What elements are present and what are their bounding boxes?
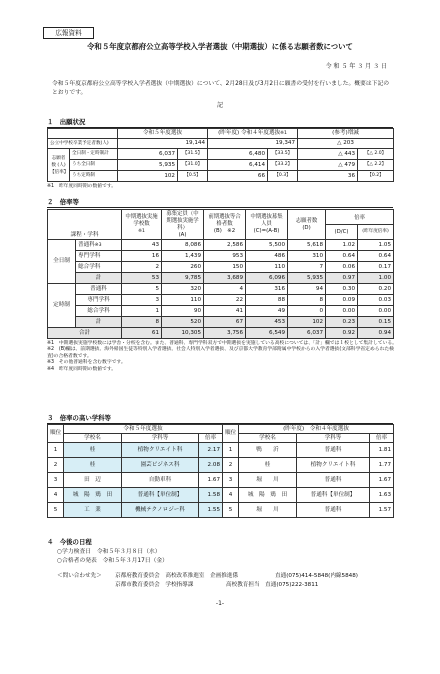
- diff-value: 36: [298, 171, 358, 182]
- header-recruitment: 中期選抜募集人員 (C)=(A-B): [246, 210, 288, 240]
- r4-ratio: 【0.3】: [268, 171, 298, 182]
- section-2-heading: ２ 倍率等: [47, 198, 79, 206]
- graduates-r5: 19,144: [118, 139, 208, 149]
- capacity: 520: [162, 317, 204, 328]
- school-name: 鴨 沂: [239, 443, 297, 458]
- dept-name: 総合学科: [76, 262, 122, 273]
- graduates-diff: △ 203: [298, 139, 394, 149]
- capacity: 320: [162, 284, 204, 295]
- prev-ratio: 0.00: [358, 306, 394, 317]
- applicants: 5,935: [288, 273, 326, 284]
- header-applicants: 志願者数 (D): [288, 210, 326, 240]
- header-school: 学校名: [239, 434, 297, 443]
- document-date: 令 和 ５ 年 ３ 月 ３ 日: [325, 63, 387, 70]
- r4-value: 66: [208, 171, 268, 182]
- prev-ratio: 0.64: [358, 251, 394, 262]
- dept-name: 総合学科: [76, 306, 122, 317]
- tei-label: 定時制: [48, 284, 76, 328]
- dept-name: 普通科: [297, 443, 370, 458]
- r5-value: 5,935: [118, 160, 178, 171]
- top-ratio-r5-table: [47, 424, 223, 518]
- schools: 61: [122, 328, 162, 339]
- school-name: 桂: [239, 458, 297, 473]
- school-name: 城 陽 鶏 田: [239, 488, 297, 503]
- rank: 4: [223, 488, 239, 503]
- capacity: 10,305: [162, 328, 204, 339]
- rank: 3: [223, 473, 239, 488]
- applicants: 6,037: [288, 328, 326, 339]
- recruitment: 5,500: [246, 240, 288, 251]
- schools: 8: [122, 317, 162, 328]
- press-release-tag: 広報資料: [43, 27, 94, 39]
- ratio-table: [47, 209, 394, 339]
- ratio: 1.63: [370, 488, 394, 503]
- schools: 5: [122, 284, 162, 295]
- prev-ratio: 0.20: [358, 284, 394, 295]
- schools: 3: [122, 295, 162, 306]
- ratio: 0.92: [326, 328, 358, 339]
- recruitment: 6,096: [246, 273, 288, 284]
- diff-ratio: 【△ 2.2】: [358, 160, 394, 171]
- school-name: 桂: [64, 443, 122, 458]
- header-r4: (昨年度) 令和４年度選抜※1: [208, 129, 298, 139]
- contact-line-1-org: 京都府教育委員会 高校改革推進室 企画推進係: [115, 573, 239, 579]
- early-passed: 953: [204, 251, 246, 262]
- early-passed: 150: [204, 262, 246, 273]
- header-ratio: 倍率 (D/C) (昨年度倍率): [326, 210, 394, 240]
- contact-line-2-org: 京都市教育委員会 学校指導課: [115, 582, 194, 588]
- school-name: 城 陽 鶏 田: [64, 488, 122, 503]
- schools: 1: [122, 306, 162, 317]
- header-ratio: 倍率: [199, 434, 223, 443]
- r4-ratio: 【33.5】: [268, 149, 298, 160]
- ratio: 2.17: [199, 443, 223, 458]
- section-1-note: ※1 昨年度同時期の数値です。: [47, 184, 117, 189]
- early-passed: 2,586: [204, 240, 246, 251]
- r4-value: 6,414: [208, 160, 268, 171]
- contact-line-2-phone: 高校教育担当 直通(075)222-3811: [226, 582, 319, 588]
- recruitment: 49: [246, 306, 288, 317]
- r5-ratio: 【31.5】: [178, 149, 208, 160]
- prev-ratio: 0.15: [358, 317, 394, 328]
- ratio: 1.57: [370, 503, 394, 518]
- top-ratio-r4-table: [222, 424, 394, 518]
- schools: 2: [122, 262, 162, 273]
- school-name: 堀 川: [239, 503, 297, 518]
- rank: 1: [223, 443, 239, 458]
- school-name: 田 辺: [64, 473, 122, 488]
- ratio: 0.09: [326, 295, 358, 306]
- dept-name: 園芸ビジネス科: [122, 458, 199, 473]
- header-ratio: 倍率: [370, 434, 394, 443]
- diff-value: △ 479: [298, 160, 358, 171]
- section-2-notes: ※1 中期選抜実施学校数には学舎・分校を含む。また、普通科、専門学科双方で中期選抜を実施している高校については、「計」欄では１校として集計している。 ※2 (B)欄は、前期選抜、海外帰国生徒等特別入学者選抜、社会人特別入学者選抜、及び京都大学教育学部附属中学校からの入学者選抜(文部科学省定められた検査)の合格者数です。 ※3 その他普通科を含む数字です。 ※4 昨年度同時期の数値です。: [47, 341, 397, 372]
- header-dept: 学科等: [122, 434, 199, 443]
- dept-name: 普通科: [297, 473, 370, 488]
- early-passed: 41: [204, 306, 246, 317]
- ratio: 1.58: [199, 488, 223, 503]
- schools: 53: [122, 273, 162, 284]
- section-1-heading: １ 出願状況: [47, 118, 86, 126]
- recruitment: 88: [246, 295, 288, 306]
- schools: 43: [122, 240, 162, 251]
- ratio: 0.30: [326, 284, 358, 295]
- total-label: 合計: [48, 328, 122, 339]
- early-passed: 4: [204, 284, 246, 295]
- dept-name: 専門学科: [76, 295, 122, 306]
- header-schools: 中期選抜実施学校数 ※1: [122, 210, 162, 240]
- applicants: 5,618: [288, 240, 326, 251]
- section-4-heading: ４ 今後の日程: [47, 538, 92, 546]
- contact-label: ＜問い合わせ先＞: [57, 573, 102, 579]
- header-course: 課程・学科: [48, 210, 122, 240]
- rank: 4: [48, 488, 64, 503]
- prev-ratio: 0.94: [358, 328, 394, 339]
- header-blank: [48, 129, 118, 139]
- ratio: 0.97: [326, 273, 358, 284]
- applicants: 8: [288, 295, 326, 306]
- header-capacity: 募集定員（中期選抜実施学科） (A): [162, 210, 204, 240]
- row-label: うち全日制: [70, 160, 118, 171]
- rank: 5: [223, 503, 239, 518]
- ratio: 0.06: [326, 262, 358, 273]
- recruitment: 316: [246, 284, 288, 295]
- recruitment: 6,549: [246, 328, 288, 339]
- header-r5-title: 令和５年度選抜: [64, 425, 223, 434]
- early-passed: 3,689: [204, 273, 246, 284]
- ratio: 1.02: [326, 240, 358, 251]
- application-status-table: [47, 128, 394, 182]
- schools: 16: [122, 251, 162, 262]
- rank: 2: [223, 458, 239, 473]
- header-school: 学校名: [64, 434, 122, 443]
- dept-name: 普通科【単位制】: [122, 488, 199, 503]
- row-label: 全日制・定時制計: [70, 149, 118, 160]
- header-r5: 令和５年度選抜: [118, 129, 208, 139]
- prev-ratio: 0.03: [358, 295, 394, 306]
- ratio: 1.67: [199, 473, 223, 488]
- diff-ratio: 【△ 2.0】: [358, 149, 394, 160]
- applicants: 7: [288, 262, 326, 273]
- dept-name: 計: [76, 273, 122, 284]
- diff-value: △ 443: [298, 149, 358, 160]
- ratio: 0.23: [326, 317, 358, 328]
- rank: 3: [48, 473, 64, 488]
- header-ref: (参考)増減: [298, 129, 394, 139]
- ratio: 0.00: [326, 306, 358, 317]
- r4-value: 6,480: [208, 149, 268, 160]
- intro-paragraph: 令和５年度京都府公立高等学校入学者選抜（中期選抜）について、2月28日及び3月2日に願書の受付を行いました。概要は下記のとおりです。: [52, 81, 390, 96]
- diff-ratio: 【0.2】: [358, 171, 394, 182]
- contact-line-1-phone: 直通(075)414-5848(内線5848): [275, 573, 358, 579]
- ratio: 1.67: [370, 473, 394, 488]
- capacity: 110: [162, 295, 204, 306]
- dept-name: 普通科【単位制】: [297, 488, 370, 503]
- r5-ratio: 【31.0】: [178, 160, 208, 171]
- graduates-label: 公立中学校卒業予定者数(人): [48, 139, 118, 149]
- page-number: -1-: [215, 600, 225, 607]
- capacity: 1,439: [162, 251, 204, 262]
- applicants: 102: [288, 317, 326, 328]
- header-dept: 学科等: [297, 434, 370, 443]
- header-r4-title: (昨年度) 令和４年度選抜: [239, 425, 394, 434]
- section-3-heading: ３ 倍率の高い学科等: [47, 414, 111, 422]
- dept-name: 自動車科: [122, 473, 199, 488]
- dept-name: 普通科: [297, 503, 370, 518]
- rank: 2: [48, 458, 64, 473]
- early-passed: 67: [204, 317, 246, 328]
- rank: 5: [48, 503, 64, 518]
- early-passed: 3,756: [204, 328, 246, 339]
- document-title: 令和５年度京都府公立高等学校入学者選抜（中期選抜）に係る志願者数について: [87, 42, 353, 51]
- schedule-announcement: ○合格者の発表 令和５年３月17日（金）: [57, 558, 168, 564]
- recruitment: 453: [246, 317, 288, 328]
- prev-ratio: 0.17: [358, 262, 394, 273]
- ratio: 1.55: [199, 503, 223, 518]
- header-rank: 順位: [48, 425, 64, 443]
- school-name: 堀 川: [239, 473, 297, 488]
- dept-name: 普通科※3: [76, 240, 122, 251]
- dept-name: 植物クリエイト科: [122, 443, 199, 458]
- section-2-rule: [47, 207, 393, 208]
- row-label: うち定時制: [70, 171, 118, 182]
- r5-value: 102: [118, 171, 178, 182]
- recruitment: 110: [246, 262, 288, 273]
- header-rank: 順位: [223, 425, 239, 443]
- zen-label: 全日制: [48, 240, 76, 284]
- graduates-r4: 19,347: [208, 139, 298, 149]
- applicants: 310: [288, 251, 326, 262]
- ratio: 1.81: [370, 443, 394, 458]
- ratio: 1.77: [370, 458, 394, 473]
- ki-mark: 記: [216, 102, 223, 109]
- rank: 1: [48, 443, 64, 458]
- header-early-passed: 前期選抜等合格者数 (B) ※2: [204, 210, 246, 240]
- r5-value: 6,037: [118, 149, 178, 160]
- ratio: 2.08: [199, 458, 223, 473]
- applicants-group-label: 志願者数 (人) 【倍率】: [48, 149, 70, 182]
- dept-name: 機械テクノロジー科: [122, 503, 199, 518]
- ratio: 0.64: [326, 251, 358, 262]
- r4-ratio: 【33.2】: [268, 160, 298, 171]
- recruitment: 486: [246, 251, 288, 262]
- capacity: 8,086: [162, 240, 204, 251]
- school-name: 桂: [64, 458, 122, 473]
- applicants: 94: [288, 284, 326, 295]
- applicants: 0: [288, 306, 326, 317]
- dept-name: 普通科: [76, 284, 122, 295]
- r5-ratio: 【0.5】: [178, 171, 208, 182]
- capacity: 90: [162, 306, 204, 317]
- capacity: 9,785: [162, 273, 204, 284]
- dept-name: 植物クリエイト科: [297, 458, 370, 473]
- school-name: 工 業: [64, 503, 122, 518]
- prev-ratio: 1.05: [358, 240, 394, 251]
- prev-ratio: 1.00: [358, 273, 394, 284]
- schedule-exam: ○学力検査日 令和５年３月８日（水）: [57, 549, 161, 555]
- early-passed: 22: [204, 295, 246, 306]
- capacity: 260: [162, 262, 204, 273]
- dept-name: 計: [76, 317, 122, 328]
- dept-name: 専門学科: [76, 251, 122, 262]
